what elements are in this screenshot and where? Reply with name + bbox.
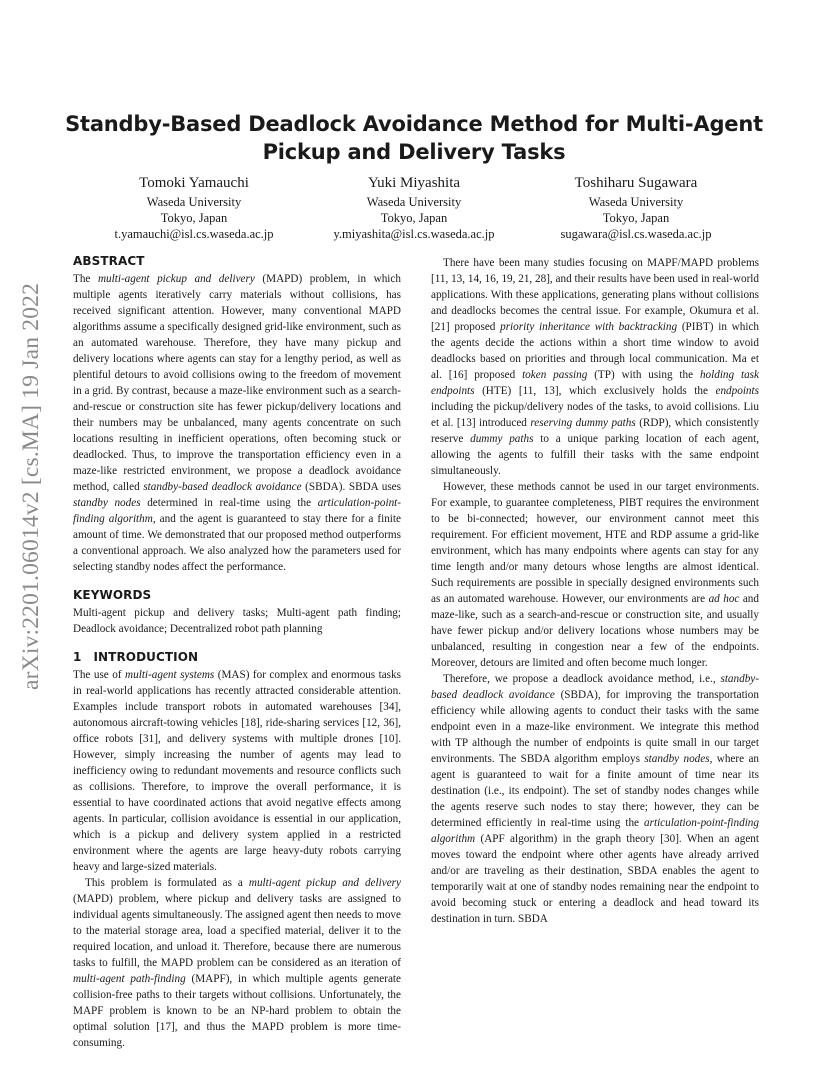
author-block-3: [506, 174, 766, 242]
author-block-2: [284, 174, 544, 242]
intro-paragraph-5: Therefore, we propose a deadlock avoidance method, i.e., standby-based deadlock avoidance (SBDA), for improving the transportation efficiency while allowing agents to conduct their tasks with the same endpoint even in a maze-like environment. We integrate this method with TP although the number of endpoints is quite small in our target environments. The SBDA algorithm employs standby nodes, where an agent is guaranteed to wait for a finite amount of time near its destination (i.e., its endpoint). The set of standby nodes changes while the agents reserve such nodes to stay there; however, they can be determined efficiently in real-time using the articulation-point-finding algorithm (APF algorithm) in the graph theory [30]. When an agent moves toward the endpoint where other agents have already arrived and/or are traveling as their destination, SBDA enables the agent to temporarily wait at one of standby nodes remaining near the endpoint to avoid becoming stuck or entering a deadlock and head toward its destination in turn. SBDA: [431, 673, 759, 925]
author-affiliation: Waseda University: [588, 195, 684, 209]
introduction-heading: [73, 649, 401, 665]
abstract-paragraph: The multi-agent pickup and delivery (MAPD) problem, in which multiple agents iteratively carry materials without collisions, has received significant attention. However, many conventional MAPD algorithms assume a specifically designed grid-like environment, such as an automated warehouse. Therefore, they have many pickup and delivery locations where agents can stay for a lengthy period, as well as plentiful detours to avoid collisions owing to the freedom of movement in a grid. By contrast, because a maze-like environment such as a search-and-rescue or construction site has fewer pickup/delivery locations and their numbers may be unbalanced, many agents concentrate on such locations resulting in inefficient operations, often becoming stuck or deadlocked. Thus, to improve the transportation efficiency even in a maze-like restricted environment, we propose a deadlock avoidance method, called standby-based deadlock avoidance (SBDA). SBDA uses standby nodes determined in real-time using the articulation-point-finding algorithm, and the agent is guaranteed to stay there for a finite amount of time. We demonstrated that our proposed method outperforms a conventional approach. We also analyzed how the parameters used for selecting standby nodes affect the performance.: [73, 273, 401, 573]
author-email: t.yamauchi@isl.cs.waseda.ac.jp: [114, 227, 274, 241]
author-location: Tokyo, Japan: [160, 211, 228, 225]
author-location: Tokyo, Japan: [602, 211, 670, 225]
intro-paragraph-4: However, these methods cannot be used in our target environments. For example, to guarantee completeness, PIBT requires the environment to be bi-connected; however, our environment cannot meet this requirement. For efficient movement, HTE and RDP assume a grid-like environment, which has many endpoints where agents can stay for any time length and/or many detours whose lengths are almost identical. Such requirements are possible in specially designed environments such as an automated warehouse. However, our environments are ad hoc and maze-like, such as a search-and-rescue or construction site, and usually have fewer pickup and/or delivery locations whose numbers may be unbalanced, resulting in congestion near a few of the endpoints. Moreover, detours are limited and often become much longer.: [431, 481, 759, 669]
author-email: y.miyashita@isl.cs.waseda.ac.jp: [333, 227, 495, 241]
intro-paragraph-1: The use of multi-agent systems (MAS) for complex and enormous tasks in real-world applications has recently attracted considerable attention. Examples include transport robots in automated warehouses [34], autonomous aircraft-towing vehicles [18], ride-sharing services [12, 36], office robots [31], and delivery systems with multiple drones [10]. However, simply increasing the number of agents may lead to inefficiency owing to redundant movements and resource conflicts such as collisions. Therefore, to improve the overall performance, it is essential to have coordinated actions that avoid negative effects among agents. In particular, collision avoidance is essential in our application, which is a pickup and delivery system applied in a restricted environment where the agents are large heavy-duty robots carrying heavy and large-sized materials.: [73, 669, 401, 873]
abstract-heading: ABSTRACT: [73, 254, 145, 268]
left-column: [73, 253, 401, 1051]
section-number: 1: [73, 650, 82, 664]
intro-paragraph-2: This problem is formulated as a multi-agent pickup and delivery (MAPD) problem, where pickup and delivery tasks are assigned to individual agents simultaneously. The assigned agent then needs to move to the material storage area, load a specified material, deliver it to the required location, and unload it. Therefore, because there are numerous tasks to fulfill, the MAPD problem can be considered as an iteration of multi-agent path-finding (MAPF), in which multiple agents generate collision-free paths to their targets without collisions. Unfortunately, the MAPF problem is known to be an NP-hard problem to obtain the optimal solution [17], and thus the MAPD problem is more time-consuming.: [73, 877, 401, 1049]
title-line-1: Standby-Based Deadlock Avoidance Method for Multi-Agent: [65, 112, 763, 136]
keywords-text: Multi-agent pickup and delivery tasks; Multi-agent path finding; Deadlock avoidance; Decentralized robot path planning: [73, 607, 401, 635]
author-name: Yuki Miyashita: [367, 175, 461, 191]
keywords-heading: KEYWORDS: [73, 588, 152, 602]
author-name: Toshiharu Sugawara: [574, 175, 698, 191]
author-affiliation: Waseda University: [366, 195, 462, 209]
author-email: sugawara@isl.cs.waseda.ac.jp: [560, 227, 712, 241]
title-line-2: Pickup and Delivery Tasks: [262, 140, 566, 164]
intro-paragraph-3: There have been many studies focusing on MAPF/MAPD problems [11, 13, 14, 16, 19, 21, 28], and their results have been used in real-world applications. With these applications, generating plans without collisions and deadlocks becomes the central issue. For example, Okumura et al. [21] proposed priority inheritance with backtracking (PIBT) in which the agents decide the actions within a short time window to avoid deadlocks based on priorities and through local communication. Ma et al. [16] proposed token passing (TP) with using the holding task endpoints (HTE) [11, 13], which exclusively holds the endpoints including the pickup/delivery nodes of the tasks, to avoid collisions. Liu et al. [13] introduced reserving dummy paths (RDP), which consistently reserve dummy paths to a unique parking location of each agent, allowing the agents to fulfill their tasks with the same endpoint simultaneously.: [431, 257, 759, 477]
paper-title: [60, 110, 768, 166]
author-name: Tomoki Yamauchi: [139, 175, 249, 191]
section-title: INTRODUCTION: [93, 650, 199, 664]
right-column: [431, 255, 759, 927]
arxiv-identifier: arXiv:2201.06014v2 [cs.MA] 19 Jan 2022: [18, 282, 44, 690]
author-affiliation: Waseda University: [146, 195, 242, 209]
author-location: Tokyo, Japan: [380, 211, 448, 225]
